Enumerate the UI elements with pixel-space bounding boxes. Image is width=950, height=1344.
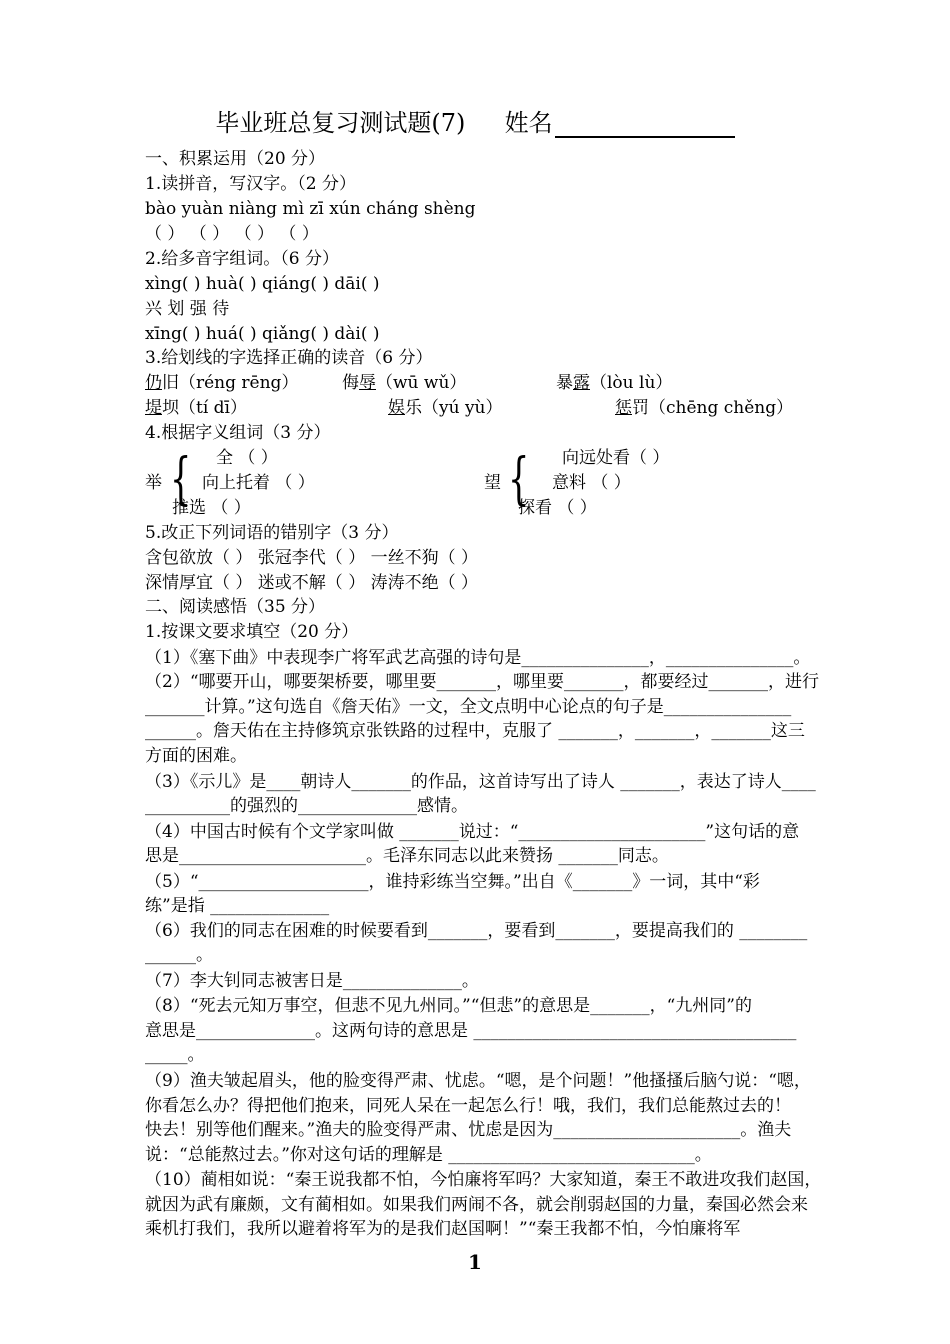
reading-line[interactable]: ______。詹天佑在主持修筑京张铁路的过程中，克服了 _______，_______，_______这三 <box>145 721 805 741</box>
page-number: 1 <box>468 1250 482 1274</box>
title-main: 毕业班总复习测试题(7) <box>215 109 466 137</box>
q4-ju-item-3[interactable]: 推选 （ ） <box>172 498 251 518</box>
q4-char-wang: 望 <box>484 473 501 493</box>
q4-char-ju: 举 <box>145 473 162 493</box>
section-2-heading: 二、阅读感悟（35 分） <box>145 597 326 617</box>
q3-item-2[interactable]: 侮辱（wū wǔ） <box>342 373 467 393</box>
page-title <box>0 108 950 138</box>
reading-line[interactable]: （1）《塞下曲》中表现李广将军武艺高强的诗句是_______________，_______________。 <box>145 648 811 668</box>
q4-ju-item-1[interactable]: 全 （ ） <box>216 448 278 468</box>
q3-item-4[interactable]: 堤坝（tí dī） <box>145 398 247 418</box>
reading-line: 就因为武有廉颇，文有蔺相如。如果我们两闹不各，就会削弱赵国的力量，秦国必然会来 <box>145 1195 808 1215</box>
section-1-heading: 一、积累运用（20 分） <box>145 149 326 169</box>
reading-line[interactable]: 意思是______________。这两句诗的意思是 ______________________________________ <box>145 1021 797 1041</box>
name-label: 姓名 <box>504 109 553 137</box>
q3-item-6[interactable]: 惩罚（chēng chěng） <box>615 398 794 418</box>
reading-line[interactable]: （4）中国古时候有个文学家叫做 _______说过：“______________________”这句话的意 <box>145 822 800 842</box>
brace-ju: { <box>170 447 192 512</box>
reading-line: 方面的困难。 <box>145 746 247 766</box>
reading-line[interactable]: ______。 <box>145 945 213 965</box>
q3-item-3[interactable]: 暴露（lòu lù） <box>556 373 673 393</box>
reading-line[interactable]: （3）《示儿》是____朝诗人_______的作品，这首诗写出了诗人 _______，表达了诗人____ <box>145 772 816 792</box>
reading-line[interactable]: 快去！别等他们醒来。”渔夫的脸变得严肃、忧虑是因为______________________。渔夫 <box>145 1120 792 1140</box>
reading-line[interactable]: __________的强烈的______________感情。 <box>145 796 468 816</box>
reading-line[interactable]: _____。 <box>145 1045 205 1065</box>
reading-line: （9）渔夫皱起眉头，他的脸变得严肃、忧虑。“嗯，是个问题！”他搔搔后脑勺说：“嗯， <box>145 1071 811 1091</box>
polyphone-row-2[interactable]: xīng( ) huá( ) qiǎng( ) dài( ) <box>145 324 380 344</box>
question-1-heading: 1.读拼音，写汉字。（2 分） <box>145 174 356 194</box>
question-4-heading: 4.根据字义组词（3 分） <box>145 423 331 443</box>
question-5-heading: 5.改正下列词语的错别字（3 分） <box>145 523 399 543</box>
reading-line[interactable]: （7）李大钊同志被害日是______________。 <box>145 971 479 991</box>
q4-wang-item-2[interactable]: 意料 （ ） <box>552 473 631 493</box>
q4-wang-item-1[interactable]: 向远处看（ ） <box>562 448 670 468</box>
q3-item-5[interactable]: 娱乐（yú yù） <box>388 398 503 418</box>
reading-line[interactable]: 练”是指 ______________ <box>145 896 330 916</box>
q5-row-1[interactable]: 含包欲放（ ） 张冠李代（ ） 一丝不狗（ ） <box>145 548 479 568</box>
q5-row-2[interactable]: 深情厚宜（ ） 迷或不解（ ） 涛涛不绝（ ） <box>145 573 479 593</box>
reading-line[interactable]: 思是______________________。毛泽东同志以此来赞扬 _______同志。 <box>145 846 669 866</box>
q3-item-1[interactable]: 仍旧（réng rēng） <box>145 373 299 393</box>
reading-line[interactable]: _______计算。”这句选自《詹天佑》一文，全文点明中心论点的句子是_______________ <box>145 697 792 717</box>
reading-q1-heading: 1.按课文要求填空（20 分） <box>145 622 359 642</box>
reading-line[interactable]: （5）“____________________，谁持彩练当空舞。”出自《_______》一词，其中“彩 <box>145 872 760 892</box>
q4-wang-item-3[interactable]: 探看 （ ） <box>518 498 597 518</box>
question-2-heading: 2.给多音字组词。（6 分） <box>145 249 339 269</box>
polyphone-chars-row: 兴 划 强 待 <box>145 299 230 319</box>
reading-line: （10）蔺相如说：“秦王说我都不怕，今怕廉将军吗？大家知道，秦王不敢进攻我们赵国， <box>145 1170 822 1190</box>
reading-line[interactable]: （8）“死去元知万事空，但悲不见九州同。”“但悲”的意思是_______，“九州同”的 <box>145 996 752 1016</box>
reading-line[interactable]: （6）我们的同志在困难的时候要看到_______，要看到_______，要提高我们的 ________ <box>145 921 808 941</box>
reading-line[interactable]: （2）“哪要开山，哪要架桥要，哪里要_______，哪里要_______，都要经过_______，进行 <box>145 672 820 692</box>
question-3-heading: 3.给划线的字选择正确的读音（6 分） <box>145 348 433 368</box>
brace-wang: { <box>508 447 530 512</box>
answer-brackets-row[interactable]: （ ） （ ） （ ） （ ） <box>145 224 319 244</box>
name-blank-line[interactable] <box>555 112 735 138</box>
reading-line[interactable]: 说：“总能熬过去。”你对这句话的理解是 _____________________________。 <box>145 1145 712 1165</box>
polyphone-row-1[interactable]: xìng( ) huà( ) qiáng( ) dāi( ) <box>145 274 380 294</box>
reading-line: 你看怎么办？得把他们抱来，同死人呆在一起怎么行！哦，我们，我们总能熬过去的！ <box>145 1096 791 1116</box>
reading-line: 乘机打我们，我所以避着将军为的是我们赵国啊！”“秦王我都不怕，今怕廉将军 <box>145 1219 741 1239</box>
pinyin-row: bào yuàn niàng mì zī xún cháng shèng <box>145 199 476 219</box>
q4-ju-item-2[interactable]: 向上托着 （ ） <box>202 473 315 493</box>
